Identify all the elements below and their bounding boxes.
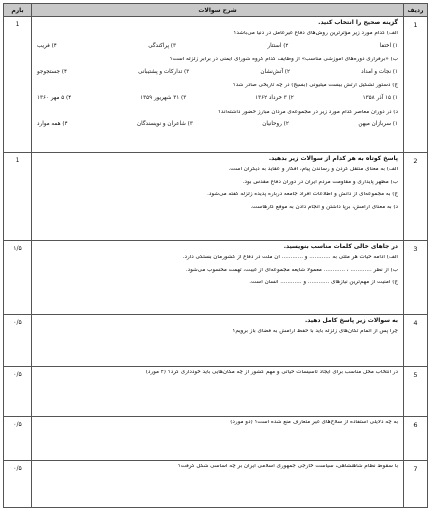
row-number: 2 [404, 153, 428, 241]
score: ۱/۵ [4, 241, 32, 315]
question-text: الف) کدام مورد زیر مؤثرترین روش‌های دفاع غیرعامل در دنیا می‌باشد؟ [233, 31, 398, 36]
row-number: 6 [404, 417, 428, 461]
question-body [32, 241, 404, 315]
option: ۲) استتار [267, 42, 289, 49]
header-row-number: ردیف [404, 4, 428, 17]
question-line: الف) ادامه حیات هر ملتی به ............ و ............ آن ملت در دفاع از کشورمان بستگی دارد. [182, 255, 398, 260]
question-body [32, 367, 404, 417]
score: ۰/۵ [4, 315, 32, 367]
option: ۱) سربازان میهن [358, 121, 398, 128]
question-line: ب) مظهر پایداری و مقاومت مردم ایران در دوران دفاع مقدس بود. [242, 179, 398, 185]
score: 1 [4, 153, 32, 241]
options-row [37, 122, 398, 128]
exam-table [3, 3, 428, 508]
option: ۱) اختفا [379, 42, 398, 49]
score: ۰/۵ [4, 461, 32, 508]
option: ۲) آتش‌نشان [260, 68, 290, 75]
section-heading: گزینه صحیح را انتخاب کنید. [318, 19, 398, 26]
question-line: در انتخاب محل مناسب برای ایجاد تأسیسات حیاتی و مهم کشور از چه مکان‌هایی باید خودداری کرد؟ (۲ مورد) [145, 370, 398, 375]
question-line: به چه دلایلی استفاده از سلاح‌های غیر متعارف منع شده است؟ (دو مورد) [230, 420, 398, 425]
score: ۰/۵ [4, 417, 32, 461]
question-line: الف) به معنای منتقل کردن و رساندن پیام، افکار و عقاید به دیگران است. [228, 167, 398, 172]
section-4 [4, 315, 428, 367]
option: ۳) شاعران و نویسندگان [137, 121, 193, 128]
option: ۱) ۱۵ آذر ۱۳۵۸ [362, 94, 398, 101]
question-line: چرا پس از اتمام تکان‌های زلزله باید با حفظ آرامش به فضای باز برویم؟ [232, 329, 398, 334]
options-row [37, 96, 398, 102]
section-3 [4, 241, 428, 315]
question-text: ج) دستور تشکیل ارتش بیست میلیونی (بسیج) در چه تاریخی صادر شد؟ [232, 83, 398, 89]
section-7 [4, 461, 428, 508]
question-line: د) به معنای آرامش، برپا داشتن و انجام دادن به موقع کارهاست. [250, 204, 398, 210]
question-body [32, 315, 404, 367]
question-line: با سقوط نظام شاهنشاهی، سیاست خارجی جمهوری اسلامی ایران بر چه اساسی شکل گرفت؟ [177, 464, 398, 469]
option: ۴) ۵ مهر ۱۳۶۰ [37, 94, 72, 101]
option: ۳) تدارکات و پشتیبانی [138, 68, 190, 75]
question-body [32, 417, 404, 461]
score: 1 [4, 17, 32, 153]
option: ۴) فریب [37, 42, 57, 49]
row-number: 4 [404, 315, 428, 367]
question-text: ب) «برقراری دوره‌های آموزشی مناسب» از وظایف کدام گروه شورای ایمنی در برابر زلزله است؟ [169, 57, 398, 63]
options-row [37, 70, 398, 76]
option: ۴) همه موارد [37, 121, 68, 128]
section-6 [4, 417, 428, 461]
question-body [32, 461, 404, 508]
option: ۳) پراکندگی [148, 42, 176, 49]
section-heading: به سوالات زیر پاسخ کامل دهید. [305, 317, 398, 324]
header-score: بارم [4, 4, 32, 17]
score: ۰/۵ [4, 367, 32, 417]
option: ۱) نجات و امداد [361, 68, 398, 75]
row-number: 7 [404, 461, 428, 508]
question-line: ب) از نظر ............ ، ............ معمولاً شایعه مجموعه‌ای از غیبت، تهمت محسوب می‌شود. [185, 267, 398, 273]
option: ۲) روحانیان [262, 121, 289, 128]
section-heading: پاسخ کوتاه به هر کدام از سوالات زیر بدهید. [268, 155, 398, 162]
section-5 [4, 367, 428, 417]
section-heading: در جاهای خالی کلمات مناسب بنویسید. [283, 243, 398, 250]
row-number: 3 [404, 241, 428, 315]
question-body [32, 153, 404, 241]
question-line: ج) امنیت از مهم‌ترین نیازهای ............ و ............ انسان است. [249, 280, 398, 286]
option: ۳) ۳۱ شهریور ۱۳۵۹ [140, 94, 187, 101]
header-questions: شرح سوالات [32, 4, 404, 17]
section-1 [4, 17, 428, 153]
question-text: د) در دوران معاصر کدام مورد زیر در مجموعه‌ی مردان مبارز حضور داشته‌اند؟ [217, 109, 398, 115]
options-row [37, 44, 398, 50]
option: ۴) جستجوجو [37, 68, 67, 75]
section-2 [4, 153, 428, 241]
option: ۲) ۳ خرداد ۱۳۶۲ [255, 94, 294, 101]
question-line: ج) به مجموعه‌ای از دانش و اطلاعات افراد جامعه درباره پدیده زلزله گفته می‌شود. [207, 192, 398, 198]
question-body [32, 17, 404, 153]
row-number: 5 [404, 367, 428, 417]
row-number: 1 [404, 17, 428, 153]
header-row [4, 4, 428, 17]
